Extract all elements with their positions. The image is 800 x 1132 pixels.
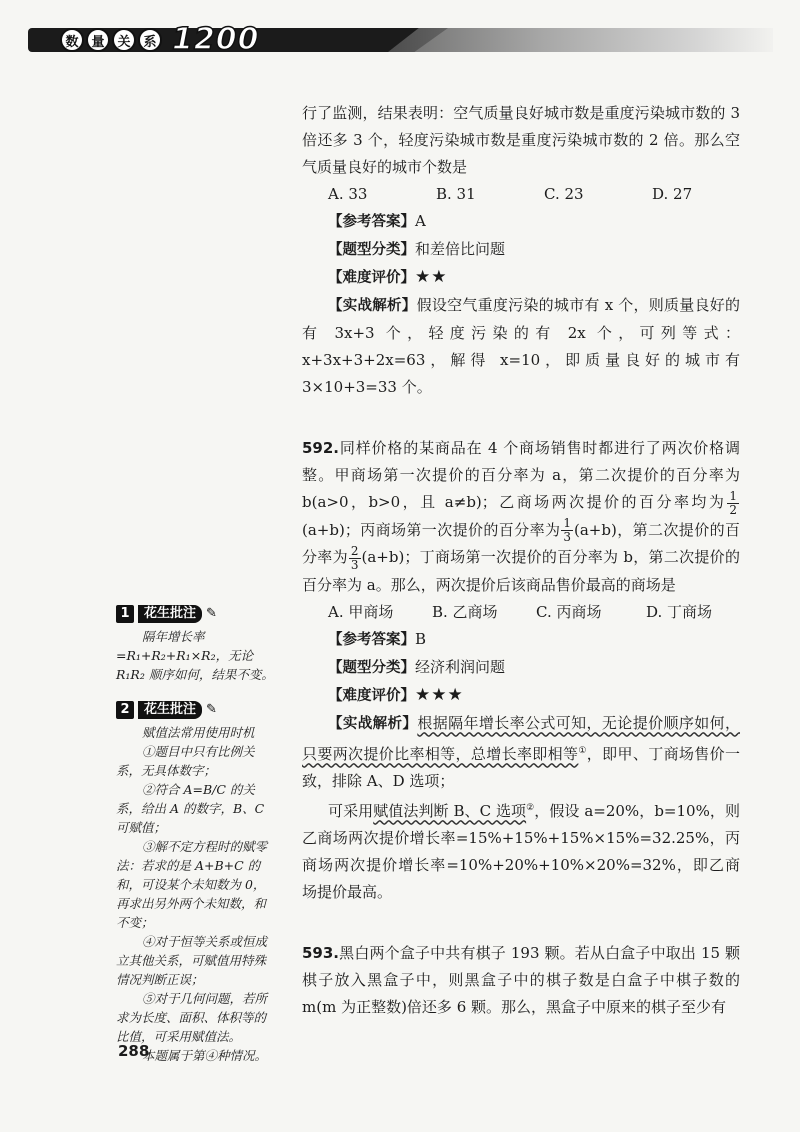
option: B. 31: [436, 185, 476, 203]
q592-analysis: 【实战解析】根据隔年增长率公式可知，无论提价顺序如何，只要两次提价比率相等，总增长率即相等①，即甲、丁商场售价一致，排除 A、D 选项；: [302, 713, 740, 790]
series-char: 量: [86, 28, 110, 52]
series-char: 数: [60, 28, 84, 52]
fraction: $\frac{1}{2}$: [729, 488, 737, 517]
option: D. 27: [652, 185, 693, 203]
note-text: 隔年增长率=R₁+R₂+R₁×R₂，无论 R₁R₂ 顺序如何，结果不变。: [116, 629, 274, 682]
note-intro: 赋值法常用使用时机: [142, 725, 255, 740]
option: C. 23: [544, 185, 584, 203]
series-number: 1200: [172, 22, 260, 57]
note-title: 花生批注: [138, 605, 202, 623]
note-number: 1: [116, 605, 134, 623]
note-footer: 本题属于第④种情况。: [142, 1048, 268, 1063]
note-title: 花生批注: [138, 701, 202, 719]
q592-answer: 【参考答案】B: [328, 629, 427, 648]
q592-type: 【题型分类】经济利润问题: [328, 657, 506, 676]
q592-stem: 592.同样价格的某商品在 4 个商场销售时都进行了两次价格调整。甲商场第一次提价的百分率为 a，第二次提价的百分率为 b(a>0，b>0，且 a≠b)；乙商场两次提价的百分率均为 $\frac{1}{2}$ (a+b)；丙商场第一次提价的百分率为 $\frac{1}{3}$ (a+b)，第二次提价的百分率为 $\frac{2}{3}$ (a+b)；丁商场第一次提价的百分率为 b，第二次提价的百分率为 a。那么，两次提价后该商品售价最高的商场是: [302, 439, 740, 594]
q593-stem: 593.黑白两个盒子中共有棋子 193 颗。若从白盒子中取出 15 颗棋子放入黑盒子中，则黑盒子中的棋子数是白盒子中棋子数的 m(m 为正整数)倍还多 6 颗。那么，黑盒子中原来的棋子至少有: [302, 943, 740, 1016]
fraction: $\frac{2}{3}$: [350, 543, 359, 572]
question-number: 593.: [302, 943, 340, 962]
q592-difficulty: 【难度评价】★★★: [328, 684, 464, 705]
note-item: ⑤对于几何问题，若所求为长度、面积、体积等的比值，可采用赋值法。: [116, 991, 268, 1044]
note-number: 2: [116, 701, 134, 719]
q592-options: [302, 599, 740, 626]
option: C. 丙商场: [536, 602, 602, 621]
series-char: 关: [112, 28, 136, 52]
q591-difficulty: 【难度评价】★★: [328, 267, 448, 287]
pencil-icon: ✎: [206, 702, 217, 717]
q591-answer: 【参考答案】A: [328, 212, 426, 230]
q591-options: [302, 181, 740, 208]
note-item: ③解不定方程时的赋零法：若求的是 A+B+C 的和，可设某个未知数为 0，再求出另外两个未知数，和不变；: [116, 839, 268, 930]
pencil-icon: ✎: [206, 606, 217, 621]
banner-gradient: [388, 28, 773, 52]
fraction: $\frac{1}{3}$: [563, 516, 571, 544]
q591-type: 【题型分类】和差倍比问题: [328, 240, 506, 258]
note-item: ②符合 A=B/C 的关系，给出 A 的数字，B、C 可赋值；: [116, 782, 265, 835]
note-ref: ①: [578, 745, 587, 756]
note-ref: ②: [526, 802, 535, 813]
side-note-2: [116, 700, 276, 1065]
option: D. 丁商场: [646, 602, 713, 621]
series-char: 系: [138, 28, 162, 52]
option: A. 33: [328, 185, 368, 203]
side-note-1: [116, 604, 276, 684]
main-column: [302, 100, 740, 1021]
q591-text: 行了监测，结果表明：空气质量良好城市数是重度污染城市数的 3 倍还多 3 个，轻度污染城市数是重度污染城市数的 2 倍。那么空气质量良好的城市个数是: [302, 104, 740, 176]
q592-analysis-2: 可采用赋值法判断 B、C 选项②，假设 a=20%，b=10%，则乙商场两次提价增长率=15%+15%+15%×15%=32.25%，丙商场两次提价增长率=10%+20%+10%×20%=32%，即乙商场提价最高。: [302, 801, 740, 901]
note-item: ④对于恒等关系或恒成立其他关系，可赋值用特殊情况判断正误；: [116, 934, 268, 987]
q591-analysis: 【实战解析】假设空气重度污染的城市有 x 个，则质量良好的有 3x+3 个，轻度污染的有 2x 个，可列等式：x+3x+3+2x=63，解得 x=10，即质量良好的城市有 3×10+3=33 个。: [302, 296, 741, 396]
star-rating: ★★: [415, 267, 448, 287]
star-rating: ★★★: [415, 684, 464, 705]
option: A. 甲商场: [328, 602, 394, 621]
question-number: 592.: [302, 439, 340, 457]
option: B. 乙商场: [432, 602, 498, 621]
series-title: [60, 22, 260, 57]
header-banner: [28, 22, 773, 56]
page-number: 288: [118, 1042, 150, 1060]
note-item: ①题目中只有比例关系，无具体数字；: [116, 744, 255, 778]
